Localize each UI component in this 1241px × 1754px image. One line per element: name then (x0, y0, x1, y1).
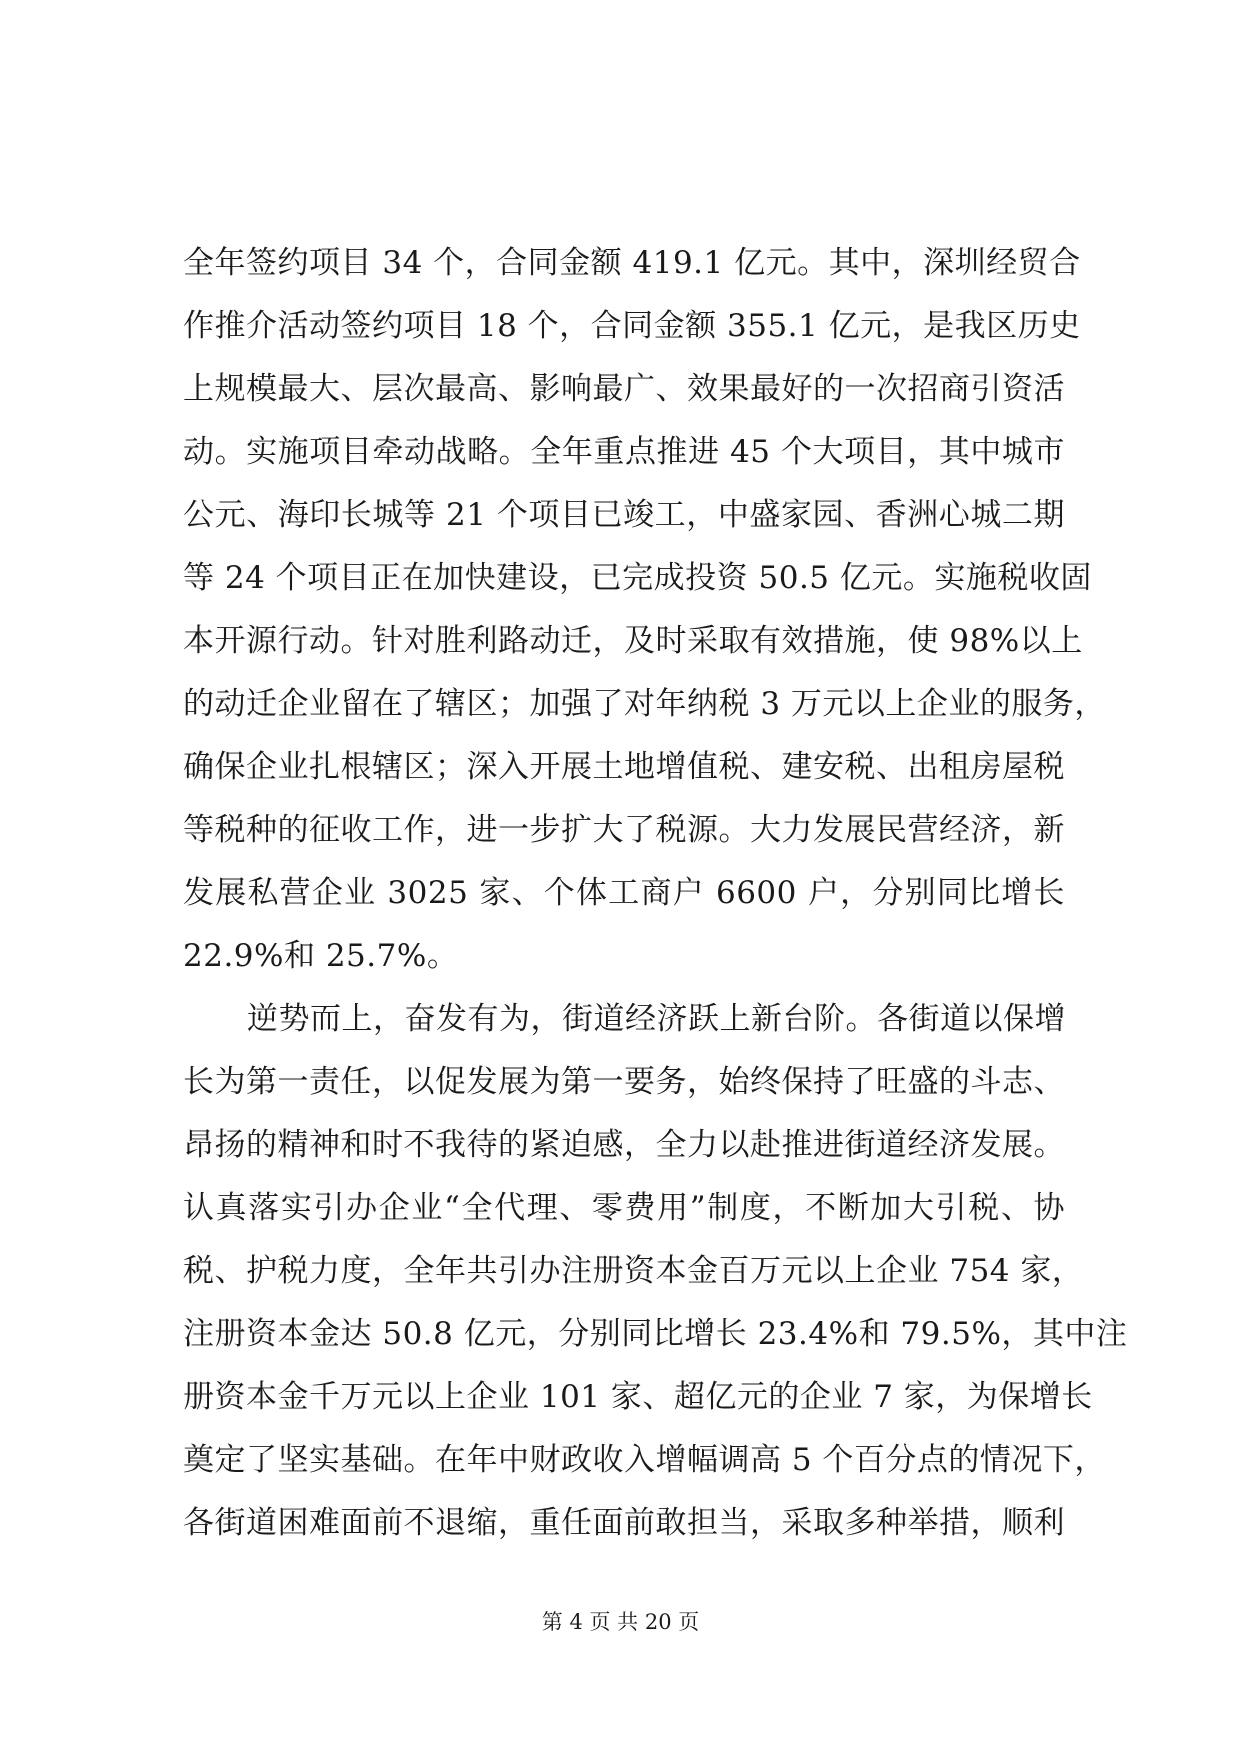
text-line: 确保企业扎根辖区；深入开展土地增值税、建安税、出租房屋税 (183, 749, 1065, 785)
text-line: 各街道困难面前不退缩，重任面前敢担当，采取多种举措，顺利 (183, 1505, 1065, 1541)
text-line: 昂扬的精神和时不我待的紧迫感，全力以赴推进街道经济发展。 (183, 1127, 1065, 1163)
text-line: 等 24 个项目正在加快建设，已完成投资 50.5 亿元。实施税收固 (183, 560, 1092, 596)
text-line: 长为第一责任，以促发展为第一要务，始终保持了旺盛的斗志、 (183, 1064, 1065, 1100)
paragraph-1 (183, 232, 1106, 988)
text-line: 认真落实引办企业“全代理、零费用”制度，不断加大引税、协 (183, 1190, 1065, 1226)
document-body (183, 232, 1128, 1555)
page-footer (0, 1607, 1241, 1637)
text-line: 册资本金千万元以上企业 101 家、超亿元的企业 7 家，为保增长 (183, 1379, 1093, 1415)
text-line: 逆势而上，奋发有为，街道经济跃上新台阶。各街道以保增 (247, 1001, 1066, 1037)
text-line: 等税种的征收工作，进一步扩大了税源。大力发展民营经济，新 (183, 812, 1065, 848)
text-line: 上规模最大、层次最高、影响最广、效果最好的一次招商引资活 (183, 371, 1065, 407)
text-line: 发展私营企业 3025 家、个体工商户 6600 户，分别同比增长 (183, 875, 1065, 911)
text-line: 动。实施项目牵动战略。全年重点推进 45 个大项目，其中城市 (183, 434, 1065, 470)
text-line: 作推介活动签约项目 18 个，合同金额 355.1 亿元，是我区历史 (183, 308, 1081, 344)
text-line: 的动迁企业留在了辖区；加强了对年纳税 3 万元以上企业的服务， (183, 686, 1106, 722)
text-line: 22.9%和 25.7%。 (183, 938, 459, 974)
text-line: 公元、海印长城等 21 个项目已竣工，中盛家园、香洲心城二期 (183, 497, 1065, 533)
text-line: 本开源行动。针对胜利路动迁，及时采取有效措施，使 98%以上 (183, 623, 1083, 659)
paragraph-2 (183, 988, 1128, 1555)
text-line: 全年签约项目 34 个，合同金额 419.1 亿元。其中，深圳经贸合 (183, 245, 1081, 281)
page-number: 第 4 页 共 20 页 (541, 1610, 700, 1634)
text-line: 税、护税力度，全年共引办注册资本金百万元以上企业 754 家， (183, 1253, 1084, 1289)
text-line: 注册资本金达 50.8 亿元，分别同比增长 23.4%和 79.5%，其中注 (183, 1316, 1128, 1352)
text-line: 奠定了坚实基础。在年中财政收入增幅调高 5 个百分点的情况下， (183, 1442, 1106, 1478)
